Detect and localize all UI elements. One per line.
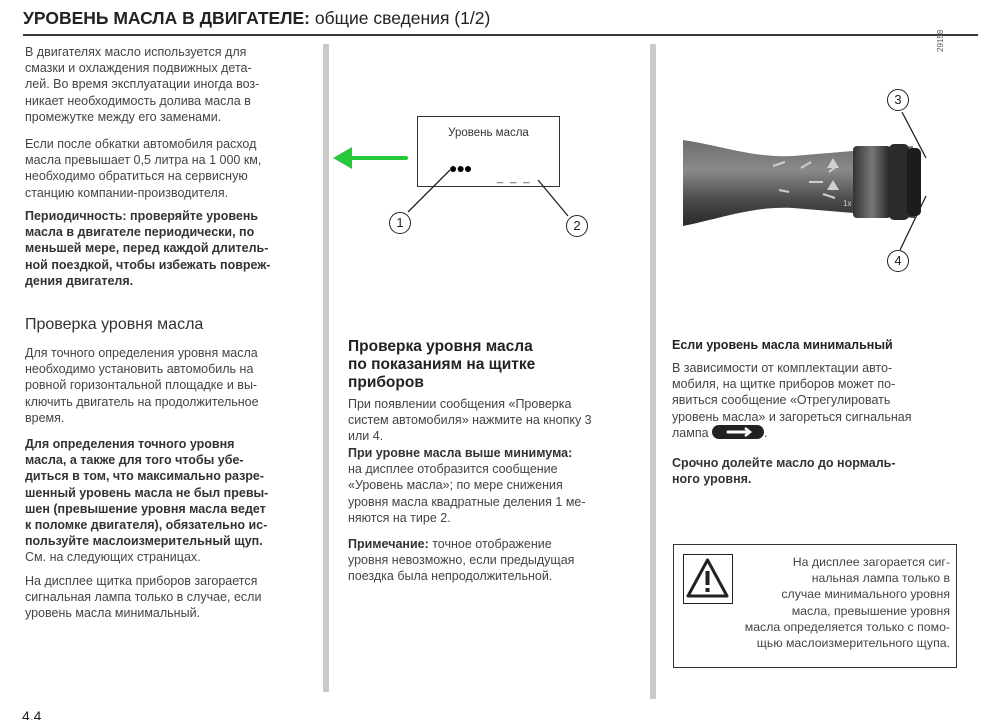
page-number: 4.4 [22, 708, 42, 720]
display-label: Уровень масла [448, 127, 529, 139]
callout-1: 1 [389, 212, 411, 234]
callout-4: 4 [887, 250, 909, 272]
warning-text: На дисплее загорается сиг- нальная лампа только в случае минимального уровня масла, превышение уровня масла определяется только с помо- щью маслоизмерительного щупа. [744, 555, 950, 651]
callout-lines [390, 160, 590, 230]
periodicity-paragraph: Периодичность: проверяйте уровень масла в двигателе периодически, по меньшей мере, перед каждой длитель- ной поездкой, чтобы избежать повреж- дения двигателя. [25, 209, 271, 288]
oil-warning-lamp-icon [712, 425, 764, 439]
section-heading-dashboard-check: Проверка уровня масла по показаниям на щитке приборов [348, 338, 536, 391]
above-minimum-paragraph: При уровне масла выше минимума: на дисплее отобразится сообщение «Уровень масла»; по мере снижения уровня масла квадратные деления 1 ме- няются на тире 2. [348, 446, 586, 525]
minimum-level-paragraph: В зависимости от комплектации авто- мобиля, на щитке приборов может по- явиться сообщение «Отрегулировать уровень масла» и загореться сигнальная лампа . [672, 361, 912, 440]
section-heading-minimum-level: Если уровень масла минимальный [672, 338, 893, 352]
lamp-paragraph: На дисплее щитка приборов загорается сигнальная лампа только в случае, если уровень масла минимальный. [25, 574, 262, 621]
note-paragraph: Примечание: точное отображение уровня невозможно, если предыдущая поездка была непродолжительной. [348, 537, 575, 584]
consumption-paragraph: Если после обкатки автомобиля расход масла превышает 0,5 литра на 1 000 км, необходимо обратиться на сервисную станцию компании-производителя. [25, 137, 262, 200]
dashboard-check-paragraph: При появлении сообщения «Проверка систем автомобиля» нажмите на кнопку 3 или 4. [348, 397, 592, 444]
callout-3: 3 [887, 89, 909, 111]
figure-reference: 29158 [936, 29, 945, 52]
title-rule [23, 34, 978, 36]
level-squares: ●●● [449, 160, 472, 176]
level-dashes: _ _ _ [497, 172, 532, 184]
top-up-paragraph: Срочно долейте масло до нормаль- ного уровня. [672, 456, 896, 487]
callout-2: 2 [566, 215, 588, 237]
oil-check-paragraph: Для точного определения уровня масла необходимо установить автомобиль на ровной горизонтальной площадке и вы- ключить двигатель на продолжительное время. [25, 346, 259, 425]
dipstick-paragraph: Для определения точного уровня масла, а также для того чтобы убе- диться в том, что максимально разре- шенный уровень масла не был превы- шен (превышение уровня масла ведет к поломке двигателя), обязательно ис- пользуйте маслоизмерительный щуп. См. на следующих страницах. [25, 437, 269, 565]
stalk-callout-lines [880, 100, 940, 270]
column-divider-right [650, 44, 656, 699]
svg-text:1x: 1x [843, 199, 852, 208]
warning-box [673, 544, 957, 668]
section-heading-oil-check: Проверка уровня масла [25, 316, 204, 333]
intro-paragraph: В двигателях масло используется для смазки и охлаждения подвижных дета- лей. Во время эксплуатации иногда воз- никает необходимость долива масла в промежутке между его заменами. [25, 45, 260, 124]
page-title: УРОВЕНЬ МАСЛА В ДВИГАТЕЛЕ: общие сведения (1/2) [23, 8, 491, 28]
